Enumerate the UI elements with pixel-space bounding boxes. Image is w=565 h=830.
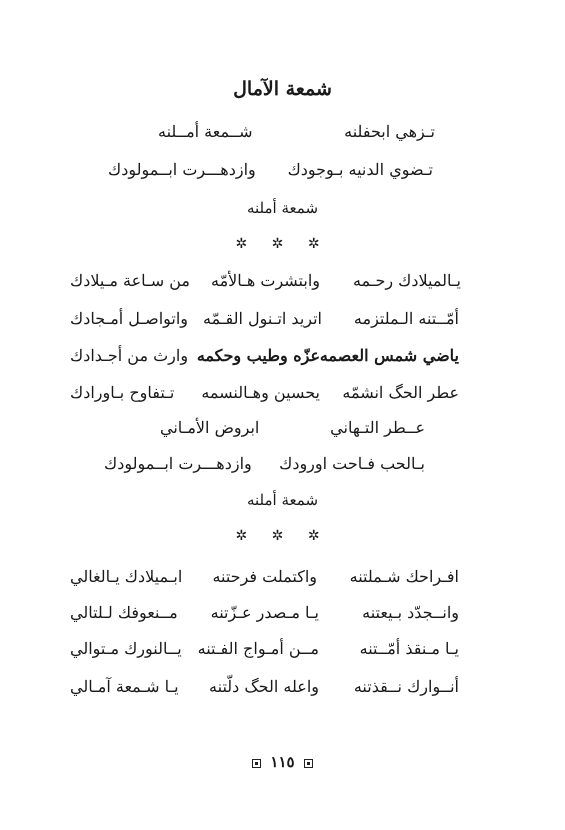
verse-middle: مــن أمـواج الفـتنه <box>197 639 319 658</box>
verse-left: ابـميلادك يـالغالي <box>70 567 183 586</box>
verse-row <box>0 567 565 593</box>
verse-left: يــالنورك مـتوالي <box>70 639 182 658</box>
hemistich-right: عــطر التـهاني <box>330 418 425 437</box>
verse-left: من سـاعة مـيلادك <box>70 271 190 290</box>
verse-left: وارث من أجـدادك <box>70 346 189 365</box>
couplet <box>0 160 565 186</box>
verse-left: واتواصـل أمـجادك <box>70 309 189 328</box>
verse-middle: واكتملت فرحتنه <box>212 567 317 586</box>
hemistich-left: شــمعة أمــلنه <box>158 122 253 141</box>
verse-row <box>0 383 565 409</box>
hemistich-left: ابروض الأمـاني <box>160 418 260 437</box>
verse-middle: يحسين وهـالنسمه <box>201 383 320 402</box>
couplet <box>0 418 565 444</box>
verse-left: تـتفاوح بـاورادك <box>70 383 175 402</box>
verse-left: يـا شـمعة آمـالي <box>70 677 179 696</box>
verse-right: أمّــتنه الـملتزمه <box>353 309 459 328</box>
hemistich-right: تـضوي الدنيه بـوجودك <box>287 160 433 179</box>
hemistich-left: وازدهـــرت ابــمولودك <box>108 160 256 179</box>
refrain: شمعة أملنه <box>246 199 319 217</box>
verse-middle: اتريد اتـنول القـمّه <box>203 309 322 328</box>
page-footer <box>0 753 565 771</box>
separator-stars: ✲ ✲ ✲ <box>235 528 330 544</box>
hemistich-left: وازدهـــرت ابــمولودك <box>104 454 252 473</box>
verse-right: افـراحك شـملتنه <box>349 567 459 586</box>
verse-right: يـا مـنقذ أمّــتنه <box>359 639 459 658</box>
verse-middle: عزّه وطيب وحكمه <box>196 346 320 365</box>
verse-row <box>0 677 565 703</box>
verse-row <box>0 271 565 297</box>
verse-right: أنــوارك نــقذتنه <box>353 677 459 696</box>
poem-title: شمعة الآمال <box>233 78 332 100</box>
verse-right: عطر الحگ انشمّه <box>342 383 459 402</box>
page-number: ١١٥ <box>270 753 295 771</box>
refrain: شمعة أملنه <box>246 491 319 509</box>
couplet <box>0 122 565 148</box>
verse-row <box>0 346 565 372</box>
verse-middle: يـا مـصدر عـزّتنه <box>210 603 319 622</box>
verse-right: يـالميلادك رحـمه <box>352 271 461 290</box>
verse-row <box>0 639 565 665</box>
verse-right: وانــجدّد بـيعتنه <box>362 603 459 622</box>
hemistich-right: بـالحب فـاحت اورودك <box>279 454 425 473</box>
hemistich-right: تـزهي ابحفلنه <box>344 122 435 141</box>
verse-middle: وابتشرت هـالأمّه <box>211 271 320 290</box>
separator-stars: ✲ ✲ ✲ <box>235 236 330 252</box>
verse-right: ياضي شمس العصمه <box>319 346 459 365</box>
verse-row <box>0 603 565 629</box>
verse-middle: واعله الحگ دلّتنه <box>209 677 319 696</box>
square-ornament-icon <box>252 759 261 768</box>
couplet <box>0 454 565 480</box>
verse-row <box>0 309 565 335</box>
square-ornament-icon <box>304 759 313 768</box>
verse-left: مــنعوفك لـلتالي <box>70 603 178 622</box>
